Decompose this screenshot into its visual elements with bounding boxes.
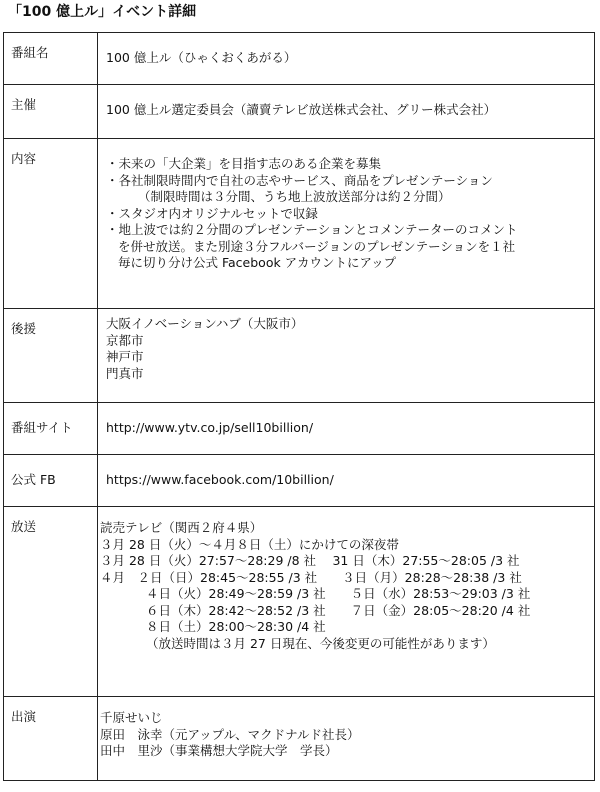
broadcast-value xyxy=(98,507,595,697)
content-value xyxy=(98,139,595,309)
row-content xyxy=(4,139,595,309)
event-details-table xyxy=(3,32,595,781)
support-line-2: 京都市 xyxy=(106,332,144,348)
content-bullet-1: ・未来の「大企業」を目指す志のある企業を募集 xyxy=(106,156,382,171)
row-site xyxy=(4,403,595,455)
broadcast-schedule-2: ４月 ２日（日）28:45～28:55 /3 社 ３日（月）28:28～28:38 /3 社 xyxy=(100,569,522,585)
content-bullet-2-note: （制限時間は３分間、うち地上波放送部分は約２分間） xyxy=(138,189,451,204)
fb-label: 公式 FB xyxy=(4,455,98,507)
program-name-text: 100 億上ル（ひゃくおくあがる） xyxy=(106,50,297,65)
site-label: 番組サイト xyxy=(4,403,98,455)
row-cast xyxy=(4,697,595,781)
site-value xyxy=(98,403,595,455)
program-name-label: 番組名 xyxy=(4,33,98,85)
broadcast-schedule-4: ６日（木）28:42～28:52 /3 社 ７日（金）28:05～28:20 /4 社 xyxy=(146,602,531,618)
organizer-text: 100 億上ル選定委員会（讀賣テレビ放送株式会社、グリー株式会社） xyxy=(106,102,497,117)
content-bullet-4-cont-1: を併せ放送。また別途３分フルバージョンのプレゼンテーションを１社 xyxy=(118,238,516,254)
cast-line-1: 千原せいじ xyxy=(100,710,163,725)
broadcast-label: 放送 xyxy=(4,507,98,697)
organizer-label: 主催 xyxy=(4,85,98,139)
support-line-3: 神戸市 xyxy=(106,349,144,364)
broadcast-note: （放送時間は３月 27 日現在、今後変更の可能性があります） xyxy=(146,635,495,651)
content-bullet-4-cont-2: 毎に切り分け公式 Facebook アカウントにアップ xyxy=(118,255,397,270)
program-name-value xyxy=(98,33,595,85)
broadcast-period: ３月 28 日（火）～４月８日（土）にかけての深夜帯 xyxy=(100,536,399,552)
cast-line-3: 田中 里沙（事業構想大学院大学 学長） xyxy=(100,743,338,758)
content-bullet-3: ・スタジオ内オリジナルセットで収録 xyxy=(106,205,318,221)
page-title: 「100 億上ル」イベント詳細 xyxy=(8,4,197,20)
content-bullet-list xyxy=(106,156,594,272)
cast-label: 出演 xyxy=(4,697,98,781)
content-bullet-4: ・地上波では約２分間のプレゼンテーションとコメンテーターのコメント xyxy=(106,222,518,237)
cast-line-2: 原田 泳幸（元アップル、マクドナルド社長） xyxy=(100,726,360,742)
site-url[interactable]: http://www.ytv.co.jp/sell10billion/ xyxy=(106,420,314,435)
support-line-1: 大阪イノベーションハブ（大阪市） xyxy=(106,316,304,331)
row-support xyxy=(4,309,595,403)
fb-url[interactable]: https://www.facebook.com/10billion/ xyxy=(106,472,334,487)
content-label: 内容 xyxy=(4,139,98,309)
row-program-name xyxy=(4,33,595,85)
fb-value xyxy=(98,455,595,507)
row-broadcast xyxy=(4,507,595,697)
support-value xyxy=(98,309,595,403)
broadcast-schedule-5: ８日（土）28:00～28:30 /4 社 xyxy=(146,619,326,634)
broadcast-station: 読売テレビ（関西２府４県） xyxy=(100,520,263,535)
cast-value xyxy=(98,697,595,781)
organizer-value xyxy=(98,85,595,139)
row-organizer xyxy=(4,85,595,139)
content-bullet-2: ・各社制限時間内で自社の志やサービス、商品をプレゼンテーション xyxy=(106,172,493,188)
broadcast-schedule-1: ３月 28 日（火）27:57～28:29 /8 社 31 日（木）27:55～28:05 /3 社 xyxy=(100,553,520,568)
support-label: 後援 xyxy=(4,309,98,403)
broadcast-schedule-3: ４日（火）28:49～28:59 /3 社 ５日（水）28:53～29:03 /3 社 xyxy=(146,586,531,601)
support-line-4: 門真市 xyxy=(106,365,144,381)
row-fb xyxy=(4,455,595,507)
